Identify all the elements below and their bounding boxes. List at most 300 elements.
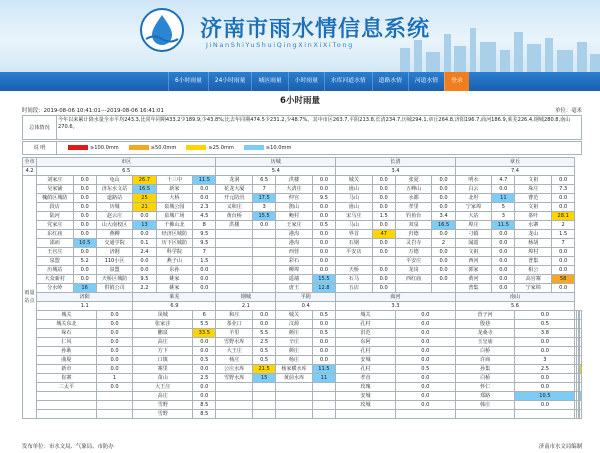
station-name: 杨庄 xyxy=(276,356,313,365)
station-name: 孔村 xyxy=(336,347,396,356)
station-rainfall xyxy=(580,365,582,374)
station-name xyxy=(216,383,253,392)
district-name: 济阳 xyxy=(37,293,133,302)
station-rainfall xyxy=(580,347,582,356)
station-name: 大王庄 xyxy=(216,347,253,356)
summary-table xyxy=(22,115,582,140)
station-rainfall: 0.0 xyxy=(312,176,335,185)
station-rainfall: 0.1 xyxy=(133,239,156,248)
station-name: 义和庄 xyxy=(216,203,253,212)
station-rainfall: 0.0 xyxy=(432,266,455,275)
time-range-bar xyxy=(22,106,582,114)
station-rainfall: 0.0 xyxy=(73,212,96,221)
legend-text: ≥10.0mm xyxy=(265,145,292,151)
station-rainfall: 0.0 xyxy=(515,374,575,383)
station-name: 泉城公园 xyxy=(156,203,193,212)
station-rainfall: 16.5 xyxy=(432,221,455,230)
station-rainfall: 16 xyxy=(73,284,96,293)
nav-tab[interactable]: 小时雨量 xyxy=(288,72,324,91)
station-rainfall: 7.3 xyxy=(551,185,574,194)
station-name xyxy=(216,248,253,257)
station-rainfall: 0.0 xyxy=(395,347,455,356)
station-name: 西河 xyxy=(455,257,492,266)
station-name xyxy=(276,383,313,392)
station-rainfall: 0.0 xyxy=(515,347,575,356)
summary-text: 今年以来累计降水量全市平均243.3,比常年同期433.2少189.9,少43.8%;比去年同期474.5少231.2,少48.7%。其中市区263.7,平阴213.8,长清234.7,历城294.1,章丘264.8,济阳196.7,商河186.9,莱芜226.4,钢城280.8,南山270.6。 xyxy=(57,116,582,140)
station-rainfall xyxy=(580,401,582,410)
station-rainfall: 0.0 xyxy=(432,257,455,266)
district-average: 3.4 xyxy=(336,167,456,176)
station-rainfall: 0.0 xyxy=(395,356,455,365)
station-name: 大桥 xyxy=(156,194,193,203)
station-rainfall: 0.0 xyxy=(372,266,395,275)
station-rainfall: 0.0 xyxy=(551,284,574,293)
station-name: 唐王 xyxy=(276,284,313,293)
station-name: 界首 xyxy=(336,230,373,239)
station-rainfall: 15 xyxy=(252,374,275,383)
station-rainfall: 9.5 xyxy=(193,239,216,248)
district-name: 市区 xyxy=(37,158,216,167)
station-rainfall: 0.5 xyxy=(252,356,275,365)
station-name: 彩石 xyxy=(276,257,313,266)
station-name: 洪楼 xyxy=(216,221,253,230)
district-name: 钢城 xyxy=(216,293,276,302)
footer xyxy=(22,442,582,450)
station-name: 西营 xyxy=(276,248,313,257)
station-rainfall: 0.0 xyxy=(73,194,96,203)
station-name: 科学院 xyxy=(156,248,193,257)
page-title: 6小时雨量 xyxy=(280,96,320,106)
station-name: 港沟 xyxy=(276,230,313,239)
station-name: 泉城广场 xyxy=(156,212,193,221)
station-rainfall: 0.0 xyxy=(193,266,216,275)
station-rainfall: 6.5 xyxy=(252,176,275,185)
district-name: 长清 xyxy=(336,158,456,167)
station-rainfall: 0.0 xyxy=(193,383,216,392)
station-rainfall: 0.0 xyxy=(193,284,216,293)
district-name: 莱芜 xyxy=(133,293,216,302)
station-name: 历下区城防 xyxy=(156,239,193,248)
station-rainfall: 0.0 xyxy=(312,338,335,347)
station-name: 道路站 xyxy=(96,194,133,203)
station-rainfall: 0.0 xyxy=(492,284,515,293)
legend-swatch xyxy=(129,145,149,150)
station-name: 雪野 xyxy=(133,410,193,419)
station-name: 平安店 xyxy=(336,248,373,257)
nav-tab[interactable]: 道路水情 xyxy=(372,72,408,91)
station-rainfall: 0.0 xyxy=(372,185,395,194)
station-rainfall: 0.0 xyxy=(372,203,395,212)
station-rainfall: 0.0 xyxy=(551,203,574,212)
station-rainfall: 15.5 xyxy=(252,212,275,221)
station-name: 普集 xyxy=(455,284,492,293)
station-name: 玫城 xyxy=(336,401,396,410)
station-name: 龙桑寺 xyxy=(455,329,515,338)
station-rainfall xyxy=(252,410,275,419)
station-name: 龙岗 xyxy=(395,266,432,275)
station-rainfall: 0.0 xyxy=(492,248,515,257)
station-rainfall xyxy=(96,401,133,410)
station-name: 方下 xyxy=(133,347,193,356)
station-rainfall xyxy=(252,266,275,275)
nav-tab[interactable]: 6小时雨量 xyxy=(168,72,208,91)
station-rainfall: 0.0 xyxy=(73,221,96,230)
overview-value: 4.2 xyxy=(23,167,37,176)
station-rainfall: 16.5 xyxy=(133,185,156,194)
station-rainfall: 0.0 xyxy=(492,257,515,266)
station-name: 五店 xyxy=(336,284,373,293)
station-name: 城关 xyxy=(37,311,97,320)
station-rainfall: 3.8 xyxy=(515,329,575,338)
station-name: 刘家庄 xyxy=(37,176,74,185)
station-rainfall xyxy=(580,374,582,383)
station-name: 杨胡 xyxy=(515,239,552,248)
station-name xyxy=(216,401,253,410)
station-rainfall xyxy=(252,284,275,293)
station-name: 埠村 xyxy=(515,248,552,257)
station-rainfall: 0.0 xyxy=(312,185,335,194)
station-rainfall: 0.0 xyxy=(372,176,395,185)
station-name: 高庄 xyxy=(133,392,193,401)
nav-tab[interactable]: 水库河道水情 xyxy=(324,72,372,91)
station-rainfall: 11 xyxy=(492,194,515,203)
station-rainfall: 0.0 xyxy=(395,401,455,410)
station-name: 马山 xyxy=(336,221,373,230)
summary-label: 总体情况 xyxy=(23,116,57,140)
station-rainfall: 0.0 xyxy=(395,320,455,329)
nav-tab[interactable]: 24小时雨量 xyxy=(208,72,252,91)
district-average: 6.9 xyxy=(133,302,216,311)
station-rainfall: 2.4 xyxy=(133,248,156,257)
station-name: 双泉 xyxy=(395,221,432,230)
station-name: 龙山 xyxy=(515,230,552,239)
station-name: 东孙 xyxy=(156,266,193,275)
station-name: 辛庄 xyxy=(276,338,313,347)
station-rainfall: 0.0 xyxy=(492,266,515,275)
station-rainfall: 0.0 xyxy=(73,230,96,239)
station-rainfall: 0.0 xyxy=(252,221,275,230)
legend-swatch xyxy=(68,145,88,150)
station-rainfall: 33.5 xyxy=(193,329,216,338)
station-name: 历城 xyxy=(96,203,133,212)
station-rainfall: 2.5 xyxy=(515,365,575,374)
station-name: 玫瑰 xyxy=(336,383,396,392)
station-rainfall: 0.0 xyxy=(73,266,96,275)
station-rainfall: 0.0 xyxy=(372,275,395,284)
station-name: 崮山 xyxy=(336,203,373,212)
station-rainfall: 0.0 xyxy=(372,221,395,230)
station-rainfall: 13 xyxy=(133,221,156,230)
station-name: 白桥 xyxy=(455,347,515,356)
station-rainfall xyxy=(252,248,275,257)
station-name xyxy=(216,392,253,401)
station-rainfall: 10.5 xyxy=(73,239,96,248)
time-range-label: 时间段： xyxy=(22,108,44,114)
station-name xyxy=(455,410,515,419)
station-rainfall: 0.0 xyxy=(312,347,335,356)
station-rainfall: 0.0 xyxy=(492,230,515,239)
publisher-label: 发布单位： xyxy=(22,444,49,450)
station-name: 千佛山北 xyxy=(156,221,193,230)
station-name: 北坦 xyxy=(455,194,492,203)
station-rainfall xyxy=(252,239,275,248)
station-name: 颜庄 xyxy=(276,347,313,356)
station-rainfall: 0.5 xyxy=(312,221,335,230)
time-range-value: 2019-08-06 10:41:01---2019-08-06 16:41:01 xyxy=(43,108,164,114)
station-name: 闻韶 xyxy=(455,239,492,248)
station-name: 杨庄 xyxy=(216,356,253,365)
district-name: 平阴 xyxy=(276,293,336,302)
nav-tab[interactable]: 登录 xyxy=(444,72,469,91)
station-rainfall: 0.0 xyxy=(432,248,455,257)
station-rainfall: 1.5 xyxy=(193,257,216,266)
station-name: 曲堤 xyxy=(37,356,97,365)
station-name xyxy=(216,239,253,248)
station-rainfall: 0.0 xyxy=(432,194,455,203)
station-name: 段店 xyxy=(37,203,74,212)
station-name: 孙集 xyxy=(455,365,515,374)
station-rainfall xyxy=(252,257,275,266)
station-name: 十三中 xyxy=(156,176,193,185)
station-rainfall: 0.0 xyxy=(551,257,574,266)
station-rainfall: 7 xyxy=(551,239,574,248)
station-rainfall: 0.0 xyxy=(193,275,216,284)
station-name: 洪范 xyxy=(336,329,396,338)
district-average: 6.5 xyxy=(37,167,216,176)
station-rainfall: 11 xyxy=(312,374,335,383)
station-name: 西红庙 xyxy=(395,275,432,284)
station-rainfall: 0.0 xyxy=(395,338,455,347)
station-name: 张夏 xyxy=(395,176,432,185)
main-nav xyxy=(0,72,600,91)
station-rainfall: 3 xyxy=(515,356,575,365)
station-name: 黄台桥 xyxy=(216,212,253,221)
station-rainfall xyxy=(580,392,582,401)
station-name: 安城 xyxy=(336,392,396,401)
station-rainfall: 0.0 xyxy=(551,266,574,275)
station-rainfall: 0.0 xyxy=(395,329,455,338)
station-name xyxy=(216,257,253,266)
station-name: 东阿 xyxy=(336,338,396,347)
station-name: 文祖 xyxy=(515,176,552,185)
station-name: 许商 xyxy=(455,356,515,365)
station-rainfall: 58 xyxy=(551,275,574,284)
nav-tab[interactable]: 河道水情 xyxy=(408,72,444,91)
station-rainfall: 4.5 xyxy=(193,212,216,221)
station-rainfall xyxy=(252,401,275,410)
station-name: 洪楼 xyxy=(276,176,313,185)
station-name: 新家 xyxy=(156,185,193,194)
station-rainfall: 47 xyxy=(372,230,395,239)
station-name: 苗山 xyxy=(133,374,193,383)
station-rainfall: 9.5 xyxy=(193,230,216,239)
station-name: 交通学院 xyxy=(96,239,133,248)
station-name: 仲宫 xyxy=(276,194,313,203)
district-average: 7.4 xyxy=(455,167,575,176)
station-name: 郭家 xyxy=(455,266,492,275)
station-rainfall: 0.0 xyxy=(133,257,156,266)
station-name xyxy=(216,284,253,293)
station-rainfall xyxy=(395,410,455,419)
station-rainfall: 0.0 xyxy=(395,383,455,392)
station-rainfall: 2.5 xyxy=(252,338,275,347)
station-rainfall xyxy=(580,338,582,347)
district-average: 0.4 xyxy=(276,302,336,311)
station-rainfall: 0.0 xyxy=(96,329,133,338)
station-rainfall: 0.0 xyxy=(372,194,395,203)
station-rainfall xyxy=(312,383,335,392)
station-rainfall: 8.5 xyxy=(193,410,216,419)
station-rainfall xyxy=(580,320,582,329)
station-rainfall: 0.0 xyxy=(515,401,575,410)
station-name: 孔村 xyxy=(336,320,396,329)
station-name: 经济区城防 xyxy=(156,230,193,239)
station-rainfall: 11.5 xyxy=(193,176,216,185)
station-rainfall: 0.0 xyxy=(432,203,455,212)
system-subtitle: JiNanShiYuShuiQingXinXiXiTong xyxy=(206,41,354,49)
station-rainfall xyxy=(312,410,335,419)
station-name: 五峰山 xyxy=(395,185,432,194)
station-name: 城关东北 xyxy=(37,320,97,329)
station-rainfall: 3 xyxy=(492,212,515,221)
station-rainfall: 0.0 xyxy=(551,248,574,257)
station-name: 泉盟 xyxy=(96,266,133,275)
station-name: 水寨 xyxy=(515,221,552,230)
station-name: 石马 xyxy=(336,275,373,284)
station-rainfall: 0.0 xyxy=(515,338,575,347)
station-rainfall: 0.0 xyxy=(395,374,455,383)
station-name: 大站 xyxy=(455,212,492,221)
publisher: 市水文局、气象局、市防办 xyxy=(48,444,114,450)
station-name: 垛石 xyxy=(37,329,97,338)
station-name: 开元防汛 xyxy=(216,194,253,203)
station-name: 泉盟 xyxy=(37,257,74,266)
station-rainfall: 0.5 xyxy=(312,329,335,338)
station-rainfall: 0.0 xyxy=(96,356,133,365)
station-name: 大王庄 xyxy=(133,383,193,392)
station-rainfall: 21.5 xyxy=(252,365,275,374)
station-rainfall: 0.0 xyxy=(96,365,133,374)
station-name: 党家庄 xyxy=(37,221,74,230)
station-rainfall xyxy=(432,284,455,293)
legend-swatch xyxy=(186,145,206,150)
station-rainfall: 0.0 xyxy=(492,275,515,284)
station-name: 雪野 xyxy=(133,401,193,410)
station-rainfall: 10.5 xyxy=(515,392,575,401)
station-name: 马山 xyxy=(336,194,373,203)
legend-text: ≥50.0mm xyxy=(150,145,177,151)
legend-items xyxy=(57,142,582,155)
legend-swatch xyxy=(244,145,264,150)
district-average: 1.1 xyxy=(37,302,133,311)
station-rainfall: 9.5 xyxy=(312,194,335,203)
station-name: 槐荫区城防 xyxy=(37,194,74,203)
station-name: 孙耿 xyxy=(37,347,97,356)
unit-label: 单位： xyxy=(555,108,572,114)
station-name: 高官寨 xyxy=(515,275,552,284)
station-name xyxy=(37,401,97,410)
station-name: 韩庄 xyxy=(455,401,515,410)
station-name: 茶业口 xyxy=(216,320,253,329)
station-rainfall: 0.0 xyxy=(193,347,216,356)
station-rainfall: 4.7 xyxy=(492,176,515,185)
station-rainfall: 5.2 xyxy=(73,257,96,266)
station-rainfall: 0.5 xyxy=(193,356,216,365)
station-name: 普集 xyxy=(515,257,552,266)
station-rainfall: 0.0 xyxy=(312,203,335,212)
district-name: 南山 xyxy=(455,293,575,302)
station-rainfall: 1 xyxy=(96,374,133,383)
station-name: 公庄水库 xyxy=(216,365,253,374)
station-name: 港沟 xyxy=(276,239,313,248)
station-rainfall xyxy=(252,392,275,401)
station-name: 营子河 xyxy=(455,311,515,320)
station-name: 大众新村 xyxy=(37,275,74,284)
station-rainfall: 0.0 xyxy=(372,239,395,248)
station-name: 雪野水库 xyxy=(216,374,253,383)
nav-tab[interactable]: 城区雨量 xyxy=(251,72,287,91)
station-rainfall: 0.0 xyxy=(312,257,335,266)
station-name xyxy=(336,257,373,266)
station-name: 分水岭 xyxy=(37,284,74,293)
station-name: 刁镇 xyxy=(455,230,492,239)
station-name: 黄河 xyxy=(455,275,492,284)
station-rainfall: 0.0 xyxy=(96,347,133,356)
station-name: 和庄 xyxy=(216,311,253,320)
station-name: 供销公司 xyxy=(96,284,133,293)
header-banner xyxy=(0,0,600,72)
station-rainfall: 0.5 xyxy=(515,320,575,329)
station-rainfall: 0.0 xyxy=(252,320,275,329)
station-name: 历城站 xyxy=(37,266,74,275)
station-name: 茶叶 xyxy=(515,212,552,221)
station-name xyxy=(216,410,253,419)
station-name: 殷巷 xyxy=(455,320,515,329)
district-average: 5.6 xyxy=(455,302,575,311)
station-name xyxy=(276,401,313,410)
station-rainfall xyxy=(312,401,335,410)
station-rainfall: 0.0 xyxy=(73,176,96,185)
station-rainfall: 0.0 xyxy=(193,194,216,203)
station-name: 高庄 xyxy=(133,338,193,347)
station-rainfall: 0.0 xyxy=(551,176,574,185)
station-rainfall: 0.0 xyxy=(432,185,455,194)
station-name: 平安庄 xyxy=(395,257,432,266)
station-rainfall: 0.0 xyxy=(193,338,216,347)
district-name: 商河 xyxy=(336,293,456,302)
station-rainfall: 0.0 xyxy=(133,212,156,221)
station-rainfall: 7 xyxy=(252,185,275,194)
station-name: 曹范 xyxy=(515,194,552,203)
station-rainfall: 0.0 xyxy=(312,212,335,221)
station-name: 鲍村 xyxy=(276,212,313,221)
station-rainfall: 0.0 xyxy=(515,383,575,392)
station-rainfall: 2.5 xyxy=(193,374,216,383)
station-rainfall: 6 xyxy=(193,311,216,320)
station-name: 钓鱼台 xyxy=(395,212,432,221)
station-name: 山大南校区 xyxy=(96,221,133,230)
station-rainfall xyxy=(580,311,582,320)
station-rainfall: 12.8 xyxy=(312,284,335,293)
district-average: 3.3 xyxy=(336,302,456,311)
station-rainfall xyxy=(372,257,395,266)
station-rainfall xyxy=(252,275,275,284)
overview-label: 全市 xyxy=(24,159,35,165)
station-rainfall: 0.0 xyxy=(372,248,395,257)
station-rainfall: 15.5 xyxy=(312,275,335,284)
station-name: 鹏泉 xyxy=(133,329,193,338)
station-name: 孝直 xyxy=(336,374,396,383)
